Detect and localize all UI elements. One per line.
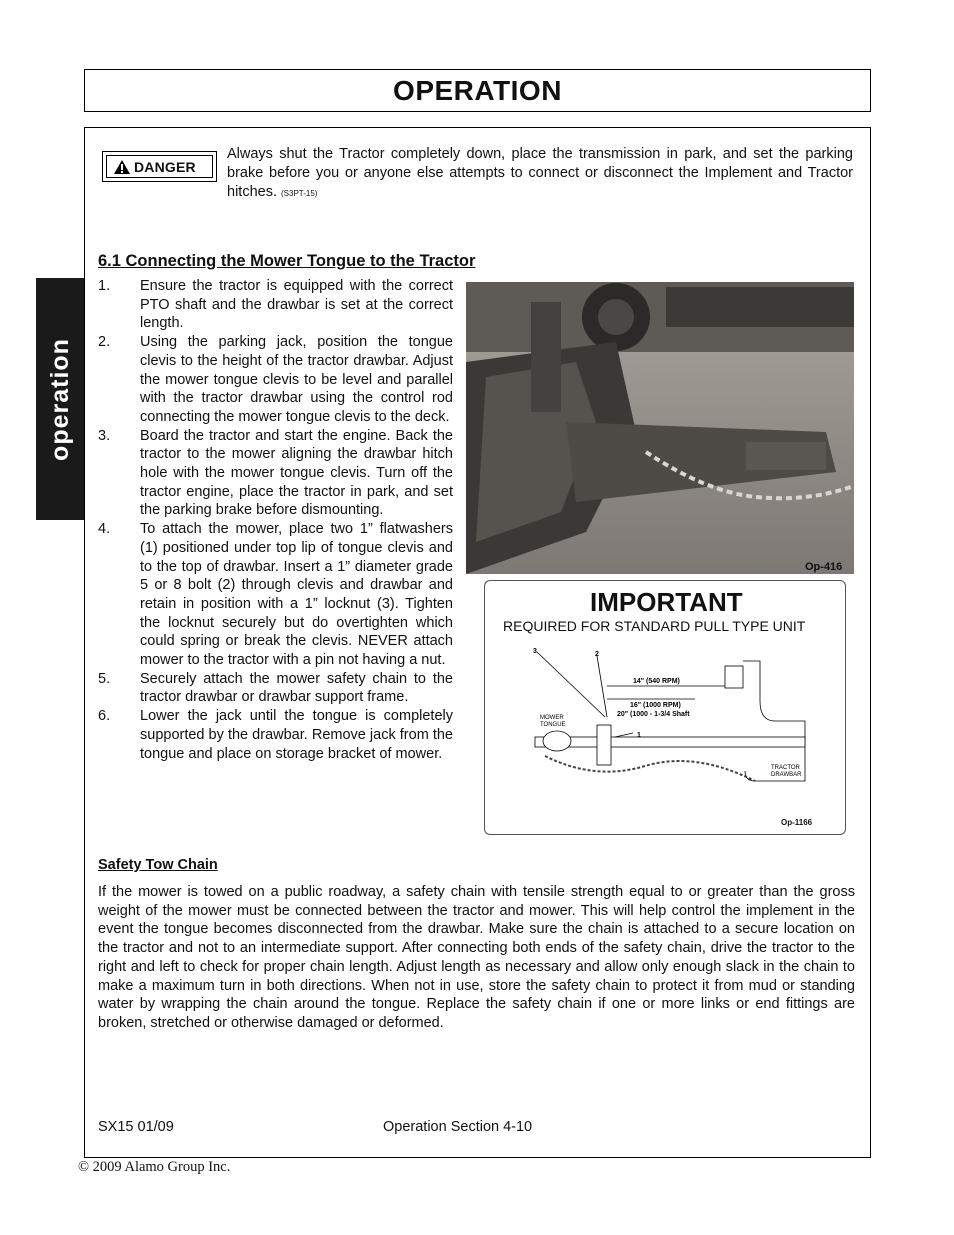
safety-heading: Safety Tow Chain: [98, 857, 218, 873]
list-item: 1. Ensure the tractor is equipped with the correct PTO shaft and the drawbar is set at the correct length.: [98, 278, 453, 332]
callout-2: 2: [595, 651, 599, 658]
section-title: 6.1 Connecting the Mower Tongue to the Tractor: [98, 252, 476, 270]
important-subtitle: REQUIRED FOR STANDARD PULL TYPE UNIT: [503, 618, 806, 634]
hitch-diagram: [525, 641, 815, 801]
list-item: 5. Securely attach the mower safety chain to the tractor drawbar or drawbar support frame.: [98, 670, 453, 706]
danger-badge: [102, 151, 217, 182]
callout-3: 3: [533, 648, 537, 655]
danger-label: DANGER: [134, 158, 196, 175]
photo-label: Op-416: [805, 561, 843, 573]
page-header: [84, 69, 871, 112]
list-item: 2. Using the parking jack, position the tongue clevis to the height of the tractor drawbar. Adjust the mower tongue clevis to be level and parallel with the tractor drawbar using the control rod connecting the mower tongue clevis to the deck.: [98, 334, 453, 425]
mower-label-line-2: TONGUE: [540, 722, 566, 728]
step-list: [98, 277, 453, 763]
diagram-label: Op-1166: [781, 818, 813, 827]
warning-triangle-icon: [113, 159, 131, 175]
danger-message: Always shut the Tractor completely down, place the transmission in park, and set the parking brake before you or anyone else attempts to connect or disconnect the Implement and Tractor hitches. (S3PT-15): [227, 146, 853, 200]
mower-label-line-1: MOWER: [540, 715, 564, 721]
safety-paragraph: If the mower is towed on a public roadway, a safety chain with tensile strength equal to or greater than the gross weight of the mower must be connected between the tractor and mower. This will help control the implement in the event the tongue becomes disconnected from the drawbar. Make sure the chain is attached to a secure location on the tractor and not to an intermediate support. After connecting both ends of the safety chain, drive the tractor to the right and left to check for proper chain length. Adjust length as necessary and allow only enough slack in the chain to make a maximum turn in both directions. When not in use, store the safety chain to protect it from mud or standing water by wrapping the chain around the tongue. Replace the safety chain if one or more links or end fittings are broken, stretched or otherwise damaged or deformed.: [98, 884, 855, 1031]
important-box: [484, 580, 846, 835]
hitch-photo: [466, 282, 854, 574]
page-title: OPERATION: [393, 74, 562, 106]
dim-1000-rpm: 16" (1000 RPM): [630, 702, 681, 709]
list-item: 3. Board the tractor and start the engine. Back the tractor to the mower aligning the drawbar hitch hole with the mower tongue clevis. Turn off the tractor engine, place the tractor in park, and set the parking brake before dismounting.: [98, 427, 453, 519]
tractor-label-line-1: TRACTOR: [771, 765, 800, 771]
tractor-label-line-2: DRAWBAR: [771, 772, 802, 778]
footer-model: SX15 01/09: [98, 1119, 174, 1135]
list-item: 4. To attach the mower, place two 1” flatwashers (1) positioned under top lip of tongue clevis and to the top of drawbar. Insert a 1” diameter grade 5 or 8 bolt (2) through clevis and drawbar and retain in position with a 1” locknut (3). Tighten the locknut securely but do overtighten which could spring or break the clevis. NEVER attach mower to the tractor with a pin not having a nut.: [98, 521, 453, 669]
important-title: IMPORTANT: [590, 587, 743, 617]
dim-1000-shaft: 20" (1000 - 1-3/4 Shaft: [617, 711, 690, 718]
side-tab-label: operation: [45, 337, 74, 461]
copyright: © 2009 Alamo Group Inc.: [78, 1159, 231, 1175]
danger-ref: (S3PT-15): [281, 189, 318, 198]
footer-section: Operation Section 4-10: [383, 1119, 533, 1135]
side-tab: [36, 278, 84, 520]
dim-540-rpm: 14" (540 RPM): [633, 678, 680, 685]
list-item: 6. Lower the jack until the tongue is completely supported by the drawbar. Remove jack from the tongue and place on storage bracket of mower.: [98, 708, 453, 762]
callout-1: 1: [637, 732, 641, 739]
